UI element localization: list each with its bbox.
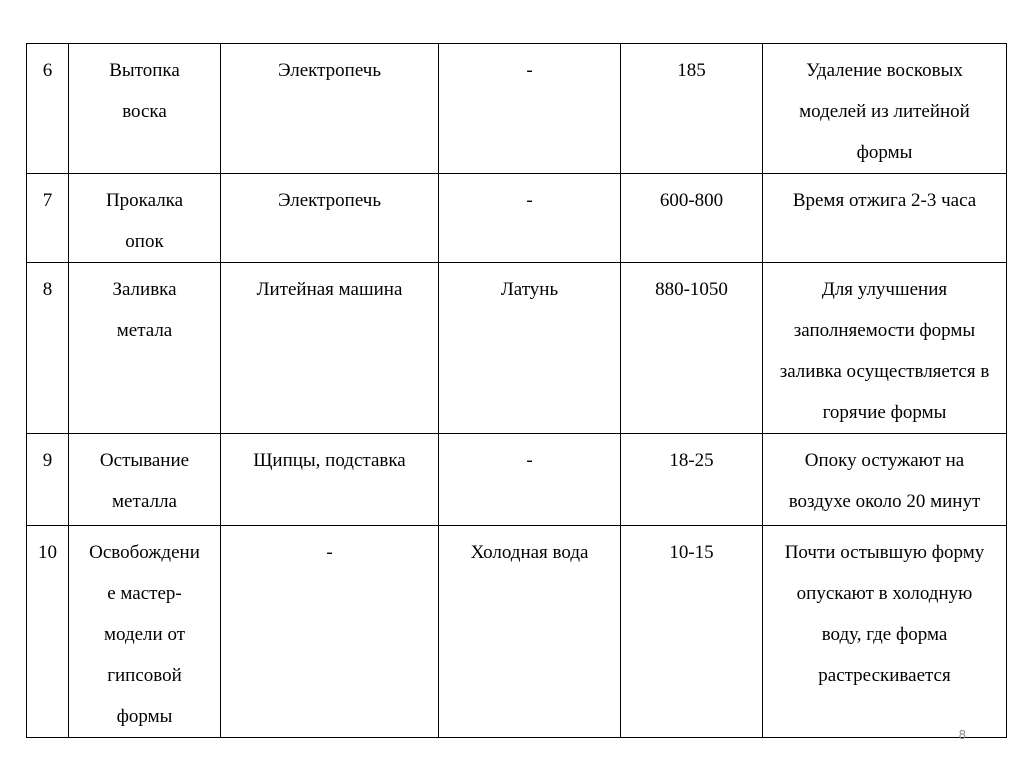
cell-equipment: Щипцы, подставка bbox=[221, 434, 439, 526]
cell-operation: Остывание металла bbox=[69, 434, 221, 526]
cell-note: Для улучшения заполняемости формы заливка осуществляется в горячие формы bbox=[763, 263, 1007, 434]
page-number: 8 bbox=[958, 727, 966, 742]
cell-num: 10 bbox=[27, 526, 69, 738]
cell-note: Почти остывшую форму опускают в холодную воду, где форма растрескивается bbox=[763, 526, 1007, 738]
cell-temperature: 10-15 bbox=[621, 526, 763, 738]
cell-temperature: 185 bbox=[621, 44, 763, 174]
table-row-10 bbox=[27, 526, 1007, 738]
cell-num: 6 bbox=[27, 44, 69, 174]
cell-material: - bbox=[439, 434, 621, 526]
cell-operation: Освобождени е мастер- модели от гипсовой формы bbox=[69, 526, 221, 738]
cell-num: 8 bbox=[27, 263, 69, 434]
cell-material: - bbox=[439, 44, 621, 174]
cell-temperature: 880-1050 bbox=[621, 263, 763, 434]
cell-note: Удаление восковых моделей из литейной формы bbox=[763, 44, 1007, 174]
cell-num: 7 bbox=[27, 174, 69, 263]
process-table bbox=[26, 43, 1007, 738]
cell-equipment: Электропечь bbox=[221, 174, 439, 263]
table-row-7 bbox=[27, 174, 1007, 263]
cell-operation: Прокалка опок bbox=[69, 174, 221, 263]
cell-equipment: Литейная машина bbox=[221, 263, 439, 434]
cell-temperature: 600-800 bbox=[621, 174, 763, 263]
cell-note: Опоку остужают на воздухе около 20 минут bbox=[763, 434, 1007, 526]
table-row-6 bbox=[27, 44, 1007, 174]
table-row-9 bbox=[27, 434, 1007, 526]
cell-equipment: - bbox=[221, 526, 439, 738]
table-row-8 bbox=[27, 263, 1007, 434]
cell-material: - bbox=[439, 174, 621, 263]
cell-material: Латунь bbox=[439, 263, 621, 434]
cell-num: 9 bbox=[27, 434, 69, 526]
cell-material: Холодная вода bbox=[439, 526, 621, 738]
cell-operation: Заливка метала bbox=[69, 263, 221, 434]
cell-equipment: Электропечь bbox=[221, 44, 439, 174]
cell-operation: Вытопка воска bbox=[69, 44, 221, 174]
cell-note: Время отжига 2-3 часа bbox=[763, 174, 1007, 263]
cell-temperature: 18-25 bbox=[621, 434, 763, 526]
